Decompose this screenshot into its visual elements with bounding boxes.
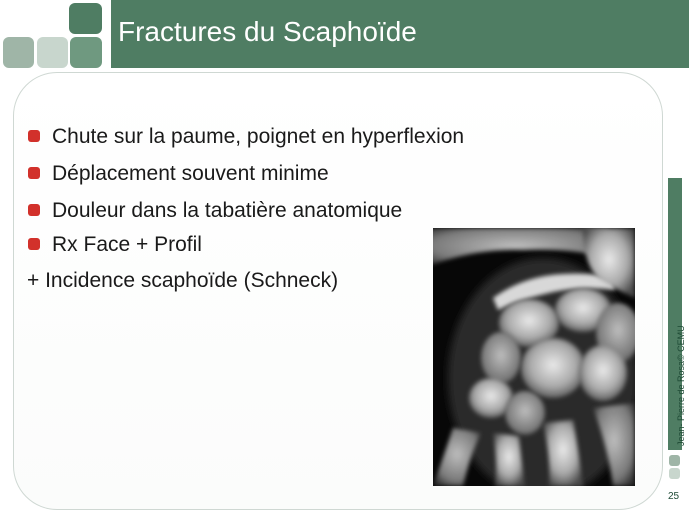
bullet-marker	[28, 238, 40, 250]
bullet-text: Douleur dans la tabatière anatomique	[52, 199, 403, 222]
slide-title: Fractures du Scaphoïde	[118, 16, 417, 47]
logo-square-right	[70, 37, 102, 68]
bullet-marker	[28, 130, 40, 142]
logo-square-middle	[37, 37, 68, 68]
bullet-text: Rx Face + Profil	[52, 233, 202, 256]
bullet-marker	[28, 167, 40, 179]
logo-square-left	[3, 37, 34, 68]
small-square-2	[669, 468, 680, 479]
credit-text: Jean- Pierre de Rosa© CEMU	[676, 325, 686, 446]
page-number: 25	[668, 491, 680, 502]
wrist-xray-image	[433, 228, 635, 486]
extra-line: + Incidence scaphoïde (Schneck)	[27, 269, 339, 292]
small-square-1	[669, 455, 680, 466]
logo-square-top	[69, 3, 102, 34]
bullet-text: Déplacement souvent minime	[52, 162, 329, 185]
bullet-marker	[28, 204, 40, 216]
bullet-text: Chute sur la paume, poignet en hyperflexion	[52, 125, 465, 148]
